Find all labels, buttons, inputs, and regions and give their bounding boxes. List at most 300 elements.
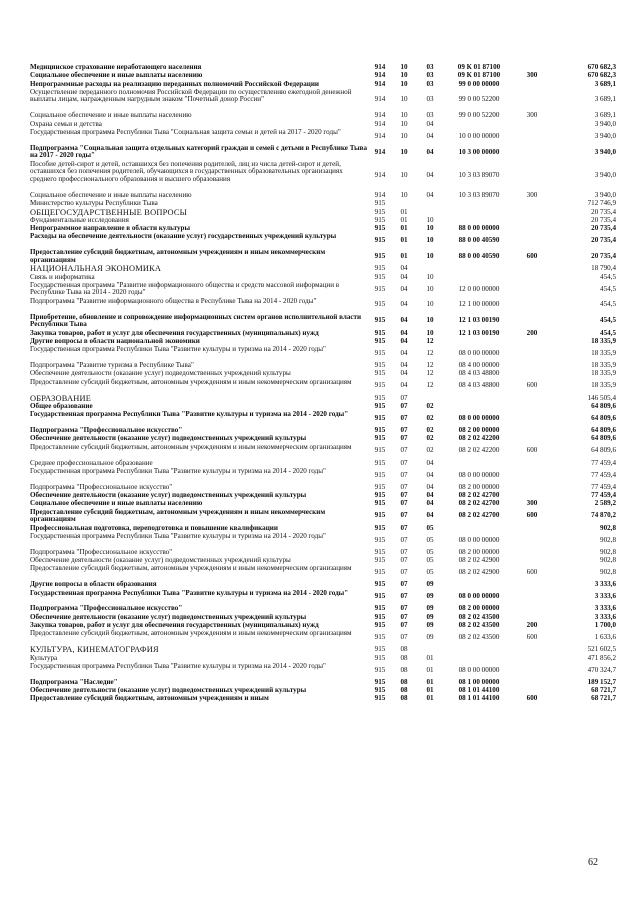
subsection-code: 09 — [426, 621, 434, 629]
target-article-code: 08 4 03 48800 — [458, 381, 500, 390]
target-article-code: 08 2 02 42900 — [458, 556, 500, 564]
ministry-code: 914 — [374, 147, 386, 156]
target-article-code: 88 0 00 00000 — [458, 224, 500, 233]
target-article-code: 10 0 00 00000 — [458, 131, 500, 140]
expense-type-code: 600 — [526, 511, 538, 520]
subsection-code: 03 — [426, 79, 434, 88]
section-code: 04 — [400, 272, 408, 281]
ministry-code: 914 — [374, 190, 386, 199]
table-row — [0, 274, 637, 282]
subsection-code: 12 — [426, 381, 434, 390]
section-code: 07 — [400, 612, 408, 621]
subsection-code: 10 — [426, 272, 434, 281]
page-number: 62 — [588, 857, 598, 868]
table-row — [0, 533, 637, 548]
ministry-code: 914 — [374, 171, 386, 180]
amount: 18 335,9 — [591, 336, 616, 345]
subsection-code: 04 — [426, 482, 434, 491]
row-description: Государственная программа Республики Тыва "Развитие культуры и туризма на 2014 - 2020 годы" — [30, 661, 326, 670]
table-row — [0, 265, 637, 273]
ministry-code: 915 — [374, 535, 386, 544]
ministry-code: 915 — [374, 621, 386, 629]
section-code: 07 — [400, 556, 408, 564]
target-article-code: 08 1 01 44100 — [458, 686, 500, 694]
row-description: Подпрограмма "Развитие информационного общества в Республике Тыва на 2014 - 2020 годы" — [30, 296, 317, 305]
table-row — [0, 314, 637, 329]
subsection-code: 09 — [426, 633, 434, 642]
subsection-code: 01 — [426, 653, 434, 662]
target-article-code: 08 2 02 42200 — [458, 434, 500, 443]
subsection-code: 10 — [426, 328, 434, 337]
row-description: Предоставление субсидий бюджетным, автономным учреждениям и иным — [30, 694, 269, 703]
table-row — [0, 411, 637, 426]
target-article-code: 08 1 01 44100 — [458, 694, 500, 703]
amount: 18 335,9 — [591, 381, 616, 390]
row-description: Подпрограмма "Наследие" — [30, 677, 118, 686]
section-code: 07 — [400, 393, 408, 402]
subsection-code: 10 — [426, 215, 434, 224]
amount: 1 700,0 — [594, 621, 616, 629]
amount: 521 602,5 — [587, 645, 616, 654]
row-description: Подпрограмма "Развитие туризма в Республике Тыва" — [30, 361, 194, 369]
amount: 3 940,0 — [594, 131, 616, 140]
ministry-code: 915 — [374, 199, 386, 208]
target-article-code: 08 2 02 42900 — [458, 568, 500, 577]
row-description: Подпрограмма "Социальная защита отдельных категорий граждан и семей с детьми в Республике Тыва на 2017 - 2020 годы" — [30, 143, 367, 160]
amount: 3 333,6 — [594, 612, 616, 621]
table-row — [0, 145, 637, 160]
expense-type-code: 300 — [526, 111, 538, 120]
row-description: Государственная программа Республики Тыва "Развитие культуры и туризма на 2014 - 2020 годы" — [30, 345, 326, 354]
row-description: Закупка товаров, работ и услуг для обеспечения государственных (муниципальных) нужд — [30, 328, 319, 337]
expense-type-code: 300 — [526, 190, 538, 199]
ministry-code: 915 — [374, 348, 386, 357]
section-code: 04 — [400, 348, 408, 357]
section-code: 08 — [400, 665, 408, 674]
target-article-code: 10 3 03 89070 — [458, 190, 500, 199]
amount: 18 335,9 — [591, 369, 616, 378]
table-row — [0, 233, 637, 248]
amount: 902,8 — [600, 547, 616, 556]
target-article-code: 08 0 00 00000 — [458, 348, 500, 357]
ministry-code: 915 — [374, 511, 386, 520]
ministry-code: 915 — [374, 401, 386, 410]
amount: 902,8 — [600, 568, 616, 577]
row-description: Культура — [30, 653, 58, 662]
target-article-code: 99 0 00 52200 — [458, 95, 500, 104]
section-code: 04 — [400, 361, 408, 369]
target-article-code: 99 0 00 52200 — [458, 111, 500, 120]
row-description: Другие вопросы в области национальной экономики — [30, 336, 200, 345]
amount: 3 333,6 — [594, 580, 616, 589]
row-description: Государственная программа "Развитие информационного общества и средств массовой информации в Республике Тыва на 2014 - 2020 годы" — [30, 280, 340, 297]
ministry-code: 915 — [374, 272, 386, 281]
section-code: 01 — [400, 252, 408, 261]
expense-type-code: 600 — [526, 381, 538, 390]
amount: 64 809,6 — [591, 434, 616, 443]
ministry-code: 915 — [374, 482, 386, 491]
subsection-code: 02 — [426, 426, 434, 434]
row-description: Социальное обеспечение и иные выплаты населению — [30, 71, 203, 80]
target-article-code: 88 0 00 40590 — [458, 236, 500, 245]
amount: 64 809,6 — [591, 426, 616, 434]
section-code: 07 — [400, 535, 408, 544]
target-article-code: 08 2 02 42700 — [458, 499, 500, 508]
subsection-code: 03 — [426, 71, 434, 80]
subsection-code: 05 — [426, 547, 434, 556]
section-code: 10 — [400, 71, 408, 80]
subsection-code: 09 — [426, 604, 434, 613]
amount: 20 735,4 — [591, 236, 616, 245]
subsection-code: 10 — [426, 316, 434, 325]
amount: 3 940,0 — [594, 190, 616, 199]
table-row — [0, 695, 637, 703]
subsection-code: 05 — [426, 556, 434, 564]
ministry-code: 914 — [374, 131, 386, 140]
table-row — [0, 565, 637, 580]
target-article-code: 99 0 00 00000 — [458, 79, 500, 88]
ministry-code: 914 — [374, 71, 386, 80]
table-row — [0, 129, 637, 144]
amount: 20 735,4 — [591, 252, 616, 261]
table-row — [0, 655, 637, 663]
row-description: КУЛЬТУРА, КИНЕМАТОГРАФИЯ — [30, 645, 159, 655]
amount: 20 735,4 — [591, 215, 616, 224]
section-code: 10 — [400, 79, 408, 88]
expense-type-code: 600 — [526, 633, 538, 642]
row-description: Предоставление субсидий бюджетным, автономным учреждениям и иным некоммерческим организациям — [30, 377, 352, 386]
subsection-code: 01 — [426, 665, 434, 674]
table-row — [0, 298, 637, 313]
row-description: Профессиональная подготовка, переподготовка и повышение квалификации — [30, 523, 278, 532]
row-description: НАЦИОНАЛЬНАЯ ЭКОНОМИКА — [30, 264, 162, 274]
target-article-code: 08 0 00 00000 — [458, 592, 500, 601]
section-code: 01 — [400, 236, 408, 245]
table-row — [0, 209, 637, 217]
row-description: Социальное обеспечение и иные выплаты населению — [30, 499, 203, 508]
row-description: Предоставление субсидий бюджетным, автономным учреждениям и иным некоммерческим организациям — [30, 564, 352, 573]
amount: 3 689,1 — [594, 95, 616, 104]
section-code: 04 — [400, 381, 408, 390]
amount: 20 735,4 — [591, 224, 616, 233]
table-row — [0, 200, 637, 208]
subsection-code: 04 — [426, 511, 434, 520]
ministry-code: 915 — [374, 393, 386, 402]
section-code: 10 — [400, 147, 408, 156]
target-article-code: 08 2 02 42700 — [458, 491, 500, 499]
subsection-code: 09 — [426, 592, 434, 601]
target-article-code: 08 4 03 48800 — [458, 369, 500, 378]
section-code: 07 — [400, 413, 408, 422]
expense-type-code: 600 — [526, 446, 538, 455]
section-code: 10 — [400, 171, 408, 180]
row-description: Предоставление субсидий бюджетным, автономным учреждениям и иным некоммерческим организациям — [30, 442, 352, 451]
amount: 77 459,4 — [591, 470, 616, 479]
subsection-code: 12 — [426, 336, 434, 345]
ministry-code: 915 — [374, 645, 386, 654]
ministry-code: 915 — [374, 694, 386, 703]
ministry-code: 914 — [374, 119, 386, 128]
ministry-code: 915 — [374, 592, 386, 601]
amount: 902,8 — [600, 523, 616, 532]
section-code: 07 — [400, 523, 408, 532]
row-description: Предоставление субсидий бюджетным, автономным учреждениям и иным некоммерческим организациям — [30, 507, 326, 524]
ministry-code: 915 — [374, 470, 386, 479]
row-description: Обеспечение деятельности (оказание услуг) подведомственных учреждений культуры — [30, 434, 307, 443]
amount: 454,5 — [600, 316, 616, 325]
table-row — [0, 468, 637, 483]
ministry-code: 915 — [374, 604, 386, 613]
section-code: 10 — [400, 63, 408, 71]
row-description: Обеспечение деятельности (оказание услуг) подведомственных учреждений культуры — [30, 491, 307, 499]
section-code: 01 — [400, 224, 408, 233]
subsection-code: 03 — [426, 95, 434, 104]
row-description: Министерство культуры Республики Тыва — [30, 199, 158, 208]
section-code: 07 — [400, 491, 408, 499]
ministry-code: 915 — [374, 499, 386, 508]
subsection-code: 04 — [426, 119, 434, 128]
row-description: Пособие детей-сирот и детей, оставшихся без попечения родителей, лиц из числа детей-сирот и детей, оставшихся без попечения родителей, обучающихся в государственных образовательных организациях среднего профессионального образования и высшего образования — [30, 159, 343, 183]
section-code: 04 — [400, 336, 408, 345]
subsection-code: 10 — [426, 252, 434, 261]
section-code: 07 — [400, 434, 408, 443]
amount: 77 459,4 — [591, 482, 616, 491]
target-article-code: 08 2 02 42200 — [458, 446, 500, 455]
table-row — [0, 346, 637, 361]
row-description: Приобретение, обновление и сопровождение информационных систем органов исполнительной власти Республики Тыва — [30, 312, 362, 329]
table-row — [0, 370, 637, 378]
amount: 74 870,2 — [591, 511, 616, 520]
subsection-code: 09 — [426, 612, 434, 621]
target-article-code: 09 К 01 87100 — [457, 71, 501, 80]
amount: 64 809,6 — [591, 401, 616, 410]
table-row — [0, 605, 637, 613]
row-description: Предоставление субсидий бюджетным, автономным учреждениям и иным некоммерческим организациям — [30, 248, 326, 264]
subsection-code: 05 — [426, 523, 434, 532]
ministry-code: 915 — [374, 612, 386, 621]
ministry-code: 915 — [374, 236, 386, 245]
amount: 902,8 — [600, 535, 616, 544]
row-description: Социальное обеспечение и иные выплаты населению — [30, 111, 192, 120]
ministry-code: 915 — [374, 252, 386, 261]
row-description: Предоставление субсидий бюджетным, автономным учреждениям и иным некоммерческим организациям — [30, 629, 352, 638]
target-article-code: 08 2 02 43500 — [458, 633, 500, 642]
ministry-code: 915 — [374, 491, 386, 499]
amount: 3 940,0 — [594, 119, 616, 128]
ministry-code: 915 — [374, 361, 386, 369]
ministry-code: 915 — [374, 556, 386, 564]
table-row — [0, 525, 637, 533]
table-row — [0, 663, 637, 678]
amount: 77 459,4 — [591, 491, 616, 499]
row-description: Закупка товаров, работ и услуг для обеспечения государственных (муниципальных) нужд — [30, 621, 319, 629]
section-code: 01 — [400, 215, 408, 224]
target-article-code: 08 2 02 42700 — [458, 511, 500, 520]
subsection-code: 04 — [426, 190, 434, 199]
amount: 77 459,4 — [591, 458, 616, 467]
table-row — [0, 500, 637, 508]
row-description: Обеспечение деятельности (оказание услуг) подведомственных учреждений культуры — [30, 556, 291, 564]
table-row — [0, 161, 637, 191]
amount: 670 682,3 — [587, 63, 616, 71]
target-article-code: 08 2 00 00000 — [458, 604, 500, 613]
table-row — [0, 72, 637, 80]
target-article-code: 09 К 01 87100 — [457, 63, 501, 71]
table-row — [0, 581, 637, 589]
row-description: Обеспечение деятельности (оказание услуг) подведомственных учреждений культуры — [30, 369, 291, 378]
ministry-code: 915 — [374, 677, 386, 686]
section-code: 10 — [400, 95, 408, 104]
section-code: 10 — [400, 190, 408, 199]
row-description: Фундаментальные исследования — [30, 215, 129, 224]
section-code: 07 — [400, 592, 408, 601]
target-article-code: 12 1 03 00190 — [458, 316, 500, 325]
subsection-code: 04 — [426, 131, 434, 140]
ministry-code: 915 — [374, 300, 386, 309]
subsection-code: 04 — [426, 499, 434, 508]
section-code: 07 — [400, 446, 408, 455]
row-description: Обеспечение деятельности (оказание услуг) подведомственных учреждений культуры — [30, 612, 307, 621]
subsection-code: 12 — [426, 369, 434, 378]
table-row — [0, 395, 637, 403]
subsection-code: 01 — [426, 686, 434, 694]
row-description: Охрана семьи и детства — [30, 119, 102, 128]
section-code: 07 — [400, 482, 408, 491]
row-description: Подпрограмма "Профессиональное искусство" — [30, 482, 173, 491]
ministry-code: 915 — [374, 547, 386, 556]
amount: 18 790,4 — [591, 264, 616, 273]
row-description: Медицинское страхование неработающего населения — [30, 63, 202, 71]
row-description: Другие вопросы в области образования — [30, 580, 157, 589]
section-code: 10 — [400, 119, 408, 128]
row-description: ОБРАЗОВАНИЕ — [30, 393, 92, 403]
subsection-code: 12 — [426, 348, 434, 357]
ministry-code: 915 — [374, 686, 386, 694]
target-article-code: 08 0 00 00000 — [458, 413, 500, 422]
row-description: Социальное обеспечение и иные выплаты населению — [30, 190, 192, 199]
target-article-code: 08 2 00 00000 — [458, 482, 500, 491]
section-code: 07 — [400, 401, 408, 410]
section-code: 07 — [400, 499, 408, 508]
amount: 3 689,1 — [594, 111, 616, 120]
section-code: 08 — [400, 645, 408, 654]
section-code: 04 — [400, 316, 408, 325]
ministry-code: 915 — [374, 458, 386, 467]
ministry-code: 915 — [374, 568, 386, 577]
ministry-code: 915 — [374, 434, 386, 443]
section-code: 07 — [400, 580, 408, 589]
target-article-code: 10 3 00 00000 — [458, 147, 500, 156]
target-article-code: 08 0 00 00000 — [458, 665, 500, 674]
amount: 670 682,3 — [587, 71, 616, 80]
amount: 68 721,7 — [591, 694, 616, 703]
ministry-code: 915 — [374, 336, 386, 345]
amount: 3 689,1 — [594, 79, 616, 88]
amount: 712 746,9 — [587, 199, 616, 208]
row-description: Осуществление переданного полномочия Российской Федерации по осуществлению ежегодной денежной выплаты лицам, награжденным нагрудным знаком "Почетный донор России" — [30, 87, 352, 104]
amount: 454,5 — [600, 272, 616, 281]
ministry-code: 914 — [374, 79, 386, 88]
expense-type-code: 300 — [526, 499, 538, 508]
subsection-code: 01 — [426, 677, 434, 686]
target-article-code: 08 2 00 00000 — [458, 426, 500, 434]
expense-type-code: 600 — [526, 694, 538, 703]
target-article-code: 12 1 00 00000 — [458, 300, 500, 309]
subsection-code: 02 — [426, 401, 434, 410]
amount: 3 333,6 — [594, 592, 616, 601]
section-code: 04 — [400, 369, 408, 378]
ministry-code: 915 — [374, 426, 386, 434]
subsection-code: 10 — [426, 300, 434, 309]
row-description: Подпрограмма "Профессиональное искусство" — [30, 426, 183, 434]
table-row — [0, 379, 637, 394]
ministry-code: 915 — [374, 653, 386, 662]
ministry-code: 915 — [374, 207, 386, 216]
amount: 64 809,6 — [591, 413, 616, 422]
amount: 3 333,6 — [594, 604, 616, 613]
row-description: Расходы на обеспечение деятельности (оказание услуг) государственных учреждений культуры — [30, 232, 337, 241]
section-code: 08 — [400, 694, 408, 703]
ministry-code: 915 — [374, 665, 386, 674]
table-row — [0, 509, 637, 524]
section-code: 07 — [400, 547, 408, 556]
amount: 471 856,2 — [587, 653, 616, 662]
amount: 20 735,4 — [591, 207, 616, 216]
amount: 3 940,0 — [594, 147, 616, 156]
ministry-code: 915 — [374, 413, 386, 422]
section-code: 07 — [400, 470, 408, 479]
row-description: Государственная программа Республики Тыва "Развитие культуры и туризма на 2014 - 2020 годы" — [30, 531, 326, 540]
table-row — [0, 330, 637, 338]
row-description: Государственная программа Республики Тыва "Развитие культуры и туризма на 2014 - 2020 годы" — [30, 466, 326, 475]
subsection-code: 05 — [426, 568, 434, 577]
table-row — [0, 89, 637, 112]
row-description: Подпрограмма "Профессиональное искусство" — [30, 604, 183, 613]
expense-type-code: 600 — [526, 568, 538, 577]
section-code: 07 — [400, 604, 408, 613]
row-description: Общее образование — [30, 401, 93, 410]
amount: 64 809,6 — [591, 446, 616, 455]
target-article-code: 08 0 00 00000 — [458, 470, 500, 479]
section-code: 07 — [400, 426, 408, 434]
subsection-code: 04 — [426, 171, 434, 180]
section-code: 04 — [400, 284, 408, 293]
row-description: ОБЩЕГОСУДАРСТВЕННЫЕ ВОПРОСЫ — [30, 207, 188, 217]
target-article-code: 10 3 03 89070 — [458, 171, 500, 180]
subsection-code: 03 — [426, 63, 434, 71]
amount: 902,8 — [600, 556, 616, 564]
row-description: Связь и информатика — [30, 272, 95, 281]
table-row — [0, 249, 637, 264]
subsection-code: 12 — [426, 361, 434, 369]
subsection-code: 04 — [426, 147, 434, 156]
subsection-code: 01 — [426, 694, 434, 703]
amount: 18 335,9 — [591, 348, 616, 357]
table-row — [0, 460, 637, 468]
amount: 68 721,7 — [591, 686, 616, 694]
ministry-code: 914 — [374, 95, 386, 104]
row-description: Подпрограмма "Профессиональное искусство" — [30, 547, 173, 556]
subsection-code: 05 — [426, 535, 434, 544]
amount: 3 940,0 — [594, 171, 616, 180]
ministry-code: 915 — [374, 580, 386, 589]
row-description: Непрограммные расходы на реализацию переданных полномочий Российской Федерации — [30, 79, 320, 88]
ministry-code: 914 — [374, 111, 386, 120]
subsection-code: 03 — [426, 111, 434, 120]
subsection-code: 10 — [426, 224, 434, 233]
target-article-code: 08 2 00 00000 — [458, 547, 500, 556]
row-description: Обеспечение деятельности (оказание услуг) подведомственных учреждений культуры — [30, 686, 307, 694]
